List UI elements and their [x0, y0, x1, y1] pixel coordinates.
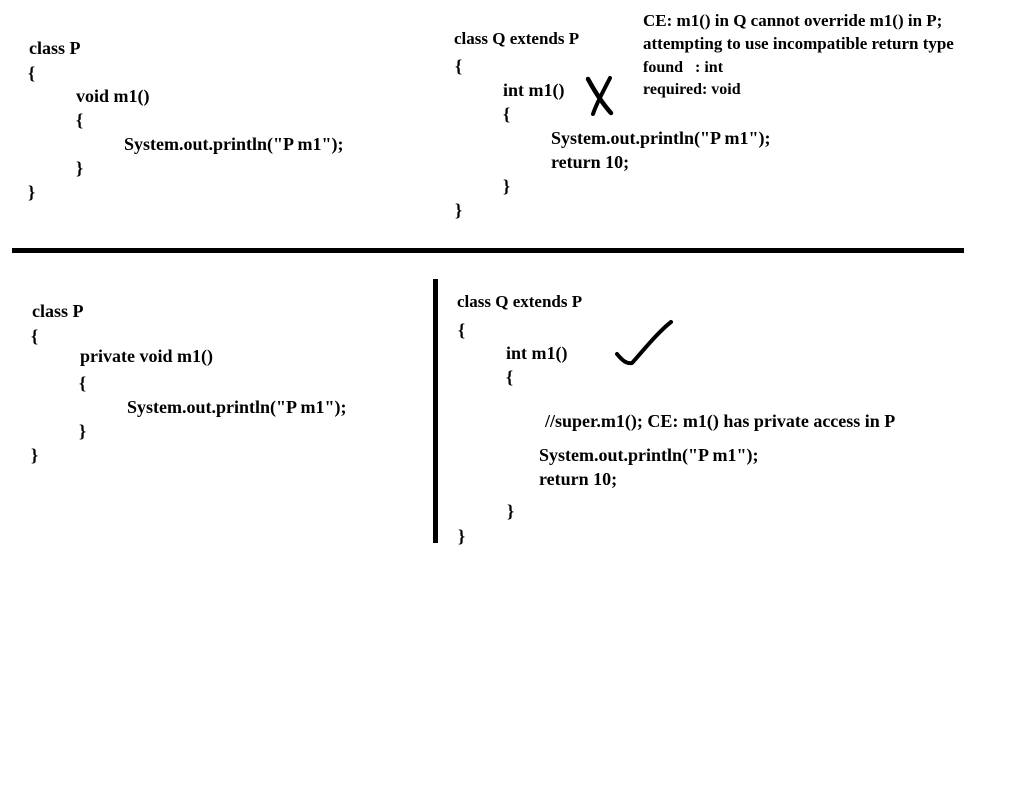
error-line-1: CE: m1() in Q cannot override m1() in P; — [643, 11, 943, 30]
error-line-3: found : int — [643, 59, 724, 76]
cross-icon — [584, 76, 616, 116]
class-open-brace: { — [455, 56, 463, 76]
method-open-brace: { — [76, 110, 84, 130]
class-close-brace: } — [455, 200, 463, 220]
class-close-brace: } — [31, 445, 39, 465]
class-open-brace: { — [31, 326, 39, 346]
method-signature: void m1() — [76, 86, 150, 106]
class-p-declaration: class P — [32, 301, 84, 321]
comment-line: //super.m1(); CE: m1() has private access in P — [545, 411, 896, 431]
class-close-brace: } — [28, 182, 36, 202]
class-q-declaration: class Q extends P — [454, 29, 580, 48]
class-open-brace: { — [458, 320, 466, 340]
horizontal-divider — [12, 248, 964, 253]
method-signature: private void m1() — [80, 346, 213, 366]
method-open-brace: { — [79, 373, 87, 393]
error-line-2: attempting to use incompatible return type — [643, 34, 954, 53]
method-body-line-2: return 10; — [551, 152, 630, 172]
class-p-declaration: class P — [29, 38, 81, 58]
method-body-line: System.out.println("P m1"); — [124, 134, 344, 154]
method-signature: int m1() — [506, 343, 568, 363]
class-close-brace: } — [458, 526, 466, 546]
error-line-4: required: void — [643, 81, 741, 98]
method-open-brace: { — [506, 367, 514, 387]
method-open-brace: { — [503, 104, 511, 124]
class-q-declaration: class Q extends P — [457, 292, 583, 311]
method-close-brace: } — [76, 158, 84, 178]
vertical-divider — [433, 279, 438, 543]
method-body-line: System.out.println("P m1"); — [127, 397, 347, 417]
class-open-brace: { — [28, 63, 36, 83]
method-close-brace: } — [503, 176, 511, 196]
method-close-brace: } — [507, 501, 515, 521]
method-close-brace: } — [79, 421, 87, 441]
check-icon — [614, 318, 676, 370]
method-signature: int m1() — [503, 80, 565, 100]
method-body-line-1: System.out.println("P m1"); — [551, 128, 771, 148]
method-body-line-2: return 10; — [539, 469, 618, 489]
method-body-line-1: System.out.println("P m1"); — [539, 445, 759, 465]
